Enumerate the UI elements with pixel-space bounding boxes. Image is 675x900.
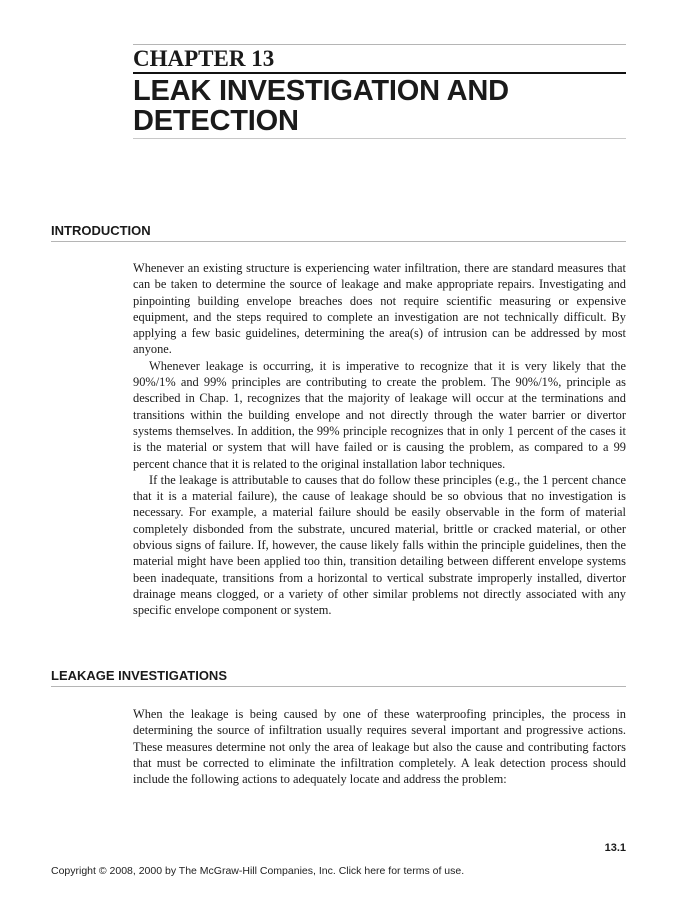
page-number: 13.1 <box>604 842 626 854</box>
introduction-body <box>133 260 626 619</box>
chapter-title-line: DETECTION <box>133 105 299 137</box>
chapter-title-line: LEAK INVESTIGATION AND <box>133 75 509 107</box>
paragraph: Whenever leakage is occurring, it is imperative to recognize that it is very likely that the 90%/1% and 99% principles are contributing to create the problem. The 90%/1%, principle as described in Chap. 1, recognizes that the majority of leakage will occur at the terminations and transitions within the building envelope and not directly through the water barrier or divertor systems themselves. In addition, the 99% principle recognizes that in only 1 percent of the cases it is the material or system that will have failed or is causing the problem, as compared to a 99 percent chance that it is related to the original installation labor techniques. <box>133 358 626 471</box>
section-heading-introduction: INTRODUCTION <box>51 223 626 242</box>
paragraph: If the leakage is attributable to causes that do follow these principles (e.g., the 1 percent chance that it is a material failure), the cause of leakage should be so obvious that no investigation is necessary. For example, a material failure should be easily observable in the form of material completely disbonded from the substrate, uncured material, brittle or cracked material, or other obvious signs of failure. If, however, the cause likely falls within the principle guidelines, then the material might have been applied too thin, transition detailing between different envelope systems been inadequate, transitions from a horizontal to vertical substrate improperly installed, divertor drainage means clogged, or a variety of other similar problems not directly associated with any specific envelope component or system. <box>133 472 626 618</box>
title-divider <box>133 138 626 139</box>
paragraph: Whenever an existing structure is experiencing water infiltration, there are standard measures that can be taken to determine the source of leakage and make appropriate repairs. Investigating and pinpointing building envelope breaches does not require scientific measuring or expensive equipment, and the steps required to complete an investigation are not technically difficult. By applying a few basic guidelines, determining the area(s) of intrusion can be addressed by most anyone. <box>133 261 626 357</box>
leakage-investigations-body <box>133 706 626 787</box>
chapter-header <box>133 44 626 139</box>
section-heading-leakage-investigations: LEAKAGE INVESTIGATIONS <box>51 668 626 687</box>
chapter-label: CHAPTER 13 <box>133 46 275 71</box>
copyright-notice <box>51 865 464 877</box>
paragraph: When the leakage is being caused by one of these waterproofing principles, the process in determining the source of infiltration usually requires several important and progressive actions. These measures determine not only the area of leakage but also the cause and contributing factors that must be corrected to eliminate the infiltration completely. A leak detection process should include the following actions to adequately locate and address the problem: <box>133 707 626 787</box>
chapter-title <box>133 74 626 138</box>
terms-of-use-link[interactable]: Click here for terms of use. <box>338 865 465 877</box>
copyright-text: Copyright © 2008, 2000 by The McGraw-Hill Companies, Inc. <box>51 865 336 877</box>
